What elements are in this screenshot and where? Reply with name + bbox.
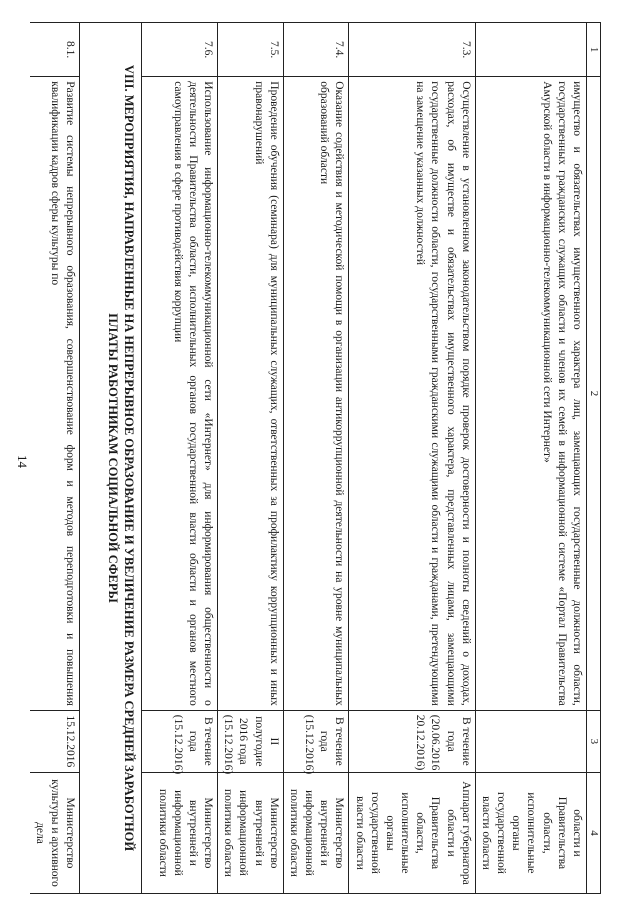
header-col-2: 2 xyxy=(587,77,601,710)
row-executor: области и Правительства области, исполнительные органы государственной власти области xyxy=(475,772,586,893)
row-number: 8.1. xyxy=(30,23,80,77)
header-col-1: 1 xyxy=(587,23,601,77)
table-row xyxy=(142,23,218,894)
table-row xyxy=(475,23,586,894)
row-executor: Министерство внутренней и информационной политики области xyxy=(283,772,349,893)
row-number xyxy=(475,23,586,77)
table-row xyxy=(218,23,284,894)
row-deadline: II полугодие 2016 года (15.12.2016) xyxy=(218,710,284,772)
section-heading: VIII. МЕРОПРИЯТИЯ, НАПРАВЛЕННЫЕ НА НЕПРЕРЫВНОЕ ОБРАЗОВАНИЕ И УВЕЛИЧЕНИЕ РАЗМЕРА СРЕДНЕЙ ЗАРАБОТНОЙ ПЛАТЫ РАБОТНИКАМ СОЦИАЛЬНОЙ СФЕРЫ xyxy=(80,23,142,894)
table-row xyxy=(30,23,80,894)
row-number: 7.4. xyxy=(283,23,349,77)
section-heading-row xyxy=(80,23,142,894)
document-sheet xyxy=(33,22,601,894)
header-col-4: 4 xyxy=(587,772,601,893)
row-deadline: 15.12.2016 xyxy=(30,710,80,772)
header-col-3: 3 xyxy=(587,710,601,772)
table-row xyxy=(349,23,475,894)
row-measure-text: Развитие системы непрерывного образования, совершенствование форм и методов переподготовки и повышения квалификации кадров сферы культуры по xyxy=(30,77,80,710)
row-executor: Министерство внутренней и информационной политики области xyxy=(142,772,218,893)
measures-table xyxy=(30,22,601,894)
row-measure-text: Осуществление в установленном законодательством порядке проверок достоверности и полноты сведений о доходах, расходах, об имуществе и обязательствах имущественного характера, представленных лицами, замещающими государственные должности области, государственными гражданскими служащими области и гражданами, претендующими на замещение указанных должностей xyxy=(349,77,475,710)
row-executor: Аппарат губернатора области и Правительства области, исполнительные органы государственной власти области xyxy=(349,772,475,893)
row-measure-text: Оказание содействия и методической помощи в организации антикоррупционной деятельности на уровне муниципальных образований области xyxy=(283,77,349,710)
row-deadline xyxy=(475,710,586,772)
table-row xyxy=(283,23,349,894)
row-number: 7.6. xyxy=(142,23,218,77)
row-number: 7.3. xyxy=(349,23,475,77)
row-deadline: В течение года (15.12.2016) xyxy=(283,710,349,772)
row-deadline: В течение года (15.12.2016) xyxy=(142,710,218,772)
row-number: 7.5. xyxy=(218,23,284,77)
row-executor: Министерство внутренней и информационной политики области xyxy=(218,772,284,893)
row-measure-text: имущество и обязательствах имущественного характера лиц, замещающих государственные должности области, государственных гражданских служащих области и членов их семей в информационной системе «Портал Правительства Амурской области в информационно-телекоммуникационной сети Интернет» xyxy=(475,77,586,710)
row-executor: Министерство культуры и архивного дела xyxy=(30,772,80,893)
page-number: 14 xyxy=(15,455,30,468)
row-measure-text: Использование информационно-телекоммуникационной сети «Интернет» для информирования общественности о деятельности Правительства области, исполнительных органов государственной власти области и органов местного самоуправления в сфере противодействия коррупции xyxy=(142,77,218,710)
row-deadline: В течение года (20.06.2016 20.12.2016) xyxy=(349,710,475,772)
table-header-row xyxy=(587,23,601,894)
row-measure-text: Проведение обучения (семинара) для муниципальных служащих, ответственных за профилактику коррупционных и иных правонарушений xyxy=(218,77,284,710)
